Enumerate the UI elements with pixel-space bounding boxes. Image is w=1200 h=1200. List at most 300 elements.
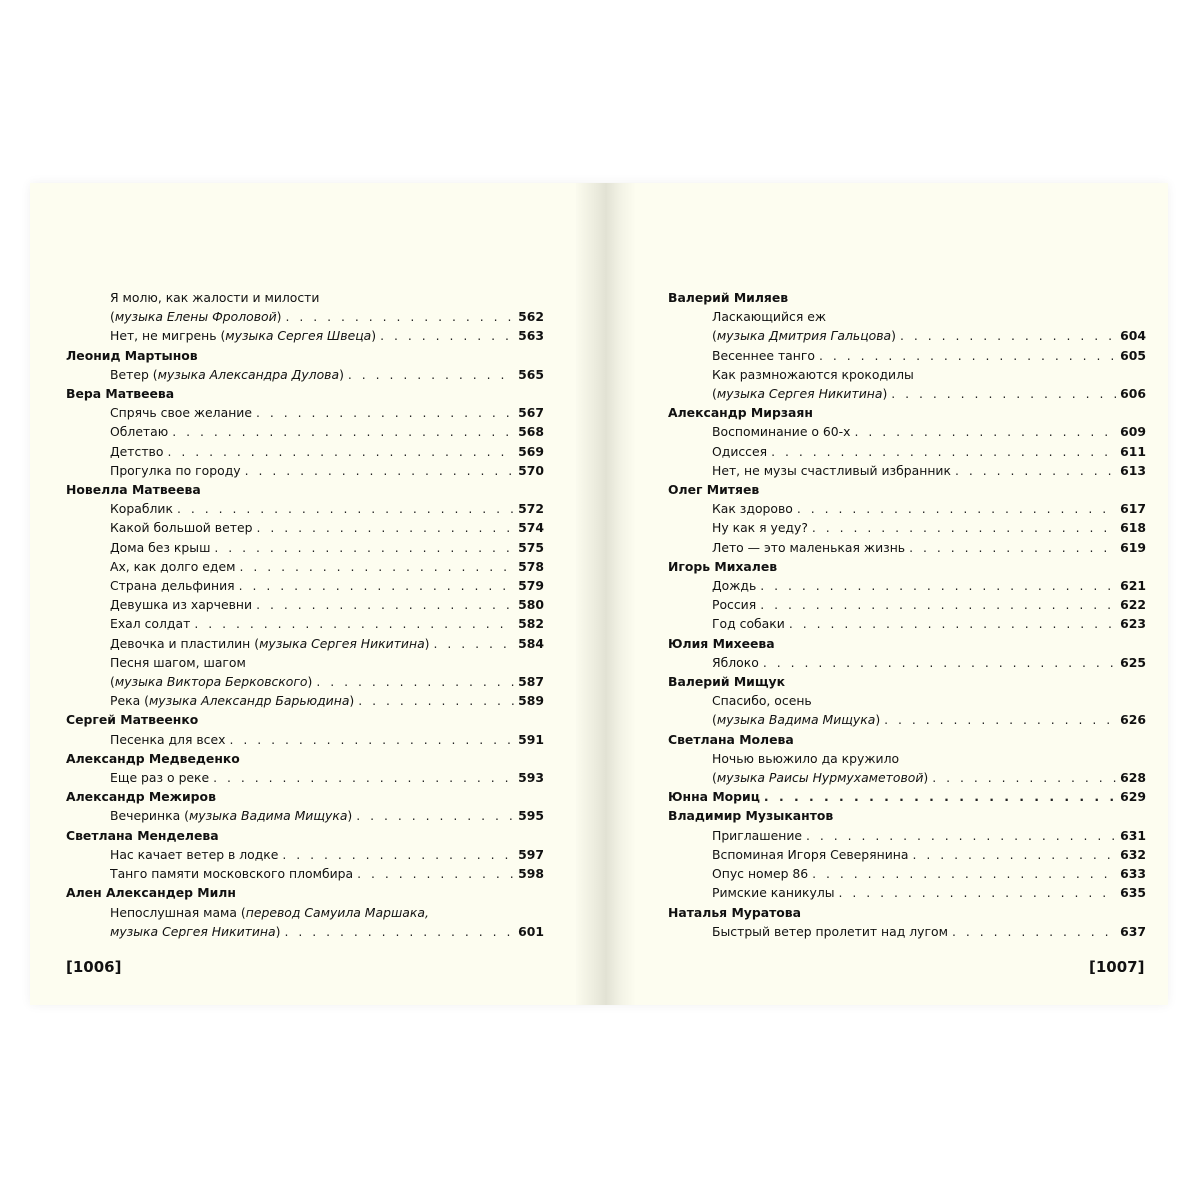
dot-leader — [348, 365, 514, 384]
page-reference: 595 — [518, 808, 544, 824]
entry-title — [110, 634, 430, 653]
toc-entry[interactable] — [668, 922, 1146, 941]
entry-line — [110, 614, 544, 633]
dot-leader — [358, 691, 514, 710]
entry-title-text: Ну как я уеду? — [712, 520, 808, 536]
entry-line — [712, 595, 1146, 614]
entry-paren: ) — [923, 770, 929, 786]
dot-leader — [812, 518, 1116, 537]
entry-music-credit: музыка Александр Барьюдина — [148, 693, 350, 709]
page-reference: 579 — [518, 578, 544, 594]
dot-leader — [434, 634, 514, 653]
entry-title-text: Лето — это маленькая жизнь — [712, 539, 906, 555]
dot-leader — [256, 403, 514, 422]
entry-line — [110, 403, 544, 422]
toc-entry[interactable] — [668, 365, 1146, 403]
page-reference: 584 — [518, 635, 544, 651]
dot-leader — [214, 538, 514, 557]
page-reference: 589 — [518, 693, 544, 709]
toc-entry[interactable] — [66, 653, 544, 691]
toc-entry[interactable] — [668, 653, 1146, 672]
toc-entry[interactable] — [66, 557, 544, 576]
entry-title — [712, 710, 880, 729]
entry-title — [712, 442, 767, 461]
entry-title — [712, 845, 908, 864]
entry-paren: ) — [882, 386, 888, 402]
page-reference: 582 — [518, 616, 544, 632]
page-reference: 611 — [1120, 443, 1146, 459]
entry-line — [110, 672, 544, 691]
entry-paren: ) — [349, 693, 355, 709]
entry-line — [712, 864, 1146, 883]
entry-line — [712, 346, 1146, 365]
entry-line — [712, 710, 1146, 729]
entry-title-text: Одиссея — [712, 443, 768, 459]
author-with-page — [668, 787, 1146, 806]
page-reference: 593 — [518, 770, 544, 786]
entry-line — [712, 307, 1146, 326]
entry-line — [712, 883, 1146, 902]
page-reference: 613 — [1120, 462, 1146, 478]
entry-line — [712, 442, 1146, 461]
entry-line — [110, 653, 544, 672]
entry-title — [712, 883, 835, 902]
page-reference: 580 — [518, 597, 544, 613]
page-reference: 623 — [1120, 616, 1146, 632]
entry-line — [712, 845, 1146, 864]
page-reference: 587 — [518, 674, 544, 690]
entry-line — [712, 422, 1146, 441]
toc-entry[interactable] — [668, 538, 1146, 557]
entry-music-credit: музыка Вадима Мищука — [716, 712, 876, 728]
entry-line — [712, 691, 1146, 710]
dot-leader — [763, 653, 1116, 672]
toc-entry[interactable] — [668, 576, 1146, 595]
author-name: Леонид Мартынов — [66, 347, 198, 363]
toc-entry[interactable] — [668, 749, 1146, 787]
entry-music-credit: музыка Елены Фроловой — [114, 309, 277, 325]
dot-leader — [806, 826, 1116, 845]
dot-leader — [839, 883, 1116, 902]
entry-title-text: ( — [712, 712, 717, 728]
toc-entry[interactable] — [668, 499, 1146, 518]
entry-line — [110, 922, 544, 941]
entry-music-credit: музыка Раисы Нурмухаметовой — [716, 770, 924, 786]
entry-title — [110, 672, 312, 691]
entry-title — [712, 614, 785, 633]
entry-paren: ) — [339, 366, 344, 382]
entry-title — [110, 614, 190, 633]
page-reference: 565 — [518, 366, 544, 382]
entry-line — [712, 538, 1146, 557]
entry-title-text: Год собаки — [712, 616, 785, 632]
entry-title-text: Ночью вьюжило да кружило — [712, 750, 900, 766]
left-page-contents — [66, 288, 544, 941]
entry-title-text: ( — [712, 328, 717, 344]
entry-title-text: Спасибо, осень — [712, 693, 812, 709]
entry-title — [712, 538, 905, 557]
entry-title — [110, 864, 353, 883]
toc-entry[interactable] — [66, 730, 544, 749]
toc-entry[interactable] — [668, 845, 1146, 864]
entry-paren: ) — [891, 328, 896, 344]
toc-entry[interactable] — [668, 422, 1146, 441]
entry-title — [110, 403, 252, 422]
page-reference: 629 — [1120, 789, 1146, 805]
entry-title — [110, 557, 235, 576]
author-name: Светлана Менделева — [66, 827, 219, 843]
page-reference: 569 — [518, 443, 544, 459]
entry-title — [110, 845, 278, 864]
dot-leader — [357, 864, 514, 883]
entry-title-text: Песенка для всех — [110, 731, 226, 747]
entry-title — [110, 461, 241, 480]
entry-title-text: Нет, не музы счастливый избранник — [712, 462, 951, 478]
page-reference: 601 — [518, 923, 544, 939]
entry-title-text: Быстрый ветер пролетит над лугом — [712, 923, 948, 939]
entry-title — [712, 326, 896, 345]
dot-leader — [245, 461, 514, 480]
toc-entry[interactable] — [668, 518, 1146, 537]
entry-title — [110, 499, 173, 518]
page-reference: 605 — [1120, 347, 1146, 363]
entry-title — [712, 826, 802, 845]
page-reference: 574 — [518, 520, 544, 536]
author-name: Валерий Мищук — [668, 674, 786, 690]
page-reference: 578 — [518, 558, 544, 574]
author-name: Александр Межиров — [66, 789, 216, 805]
entry-title-text: Река ( — [110, 693, 149, 709]
entry-paren: ) — [275, 923, 281, 939]
page-number-right: [1007] — [1089, 958, 1145, 976]
entry-title-text: Ласкающийся еж — [712, 309, 826, 325]
page-reference: 622 — [1120, 597, 1146, 613]
author-name: Александр Мирзаян — [668, 405, 813, 421]
page-reference: 637 — [1120, 923, 1146, 939]
dot-leader — [912, 845, 1116, 864]
entry-title — [110, 442, 163, 461]
dot-leader — [256, 518, 514, 537]
toc-entry[interactable] — [66, 768, 544, 787]
entry-line — [712, 768, 1146, 787]
page-reference: 618 — [1120, 520, 1146, 536]
author-name: Светлана Молева — [668, 731, 794, 747]
entry-line — [712, 326, 1146, 345]
entry-title — [110, 691, 354, 710]
dot-leader — [239, 576, 514, 595]
entry-line — [110, 461, 544, 480]
entry-paren: ) — [424, 635, 430, 651]
entry-title-text: Я молю, как жалости и милости — [110, 290, 320, 305]
page-reference: 609 — [1120, 424, 1146, 440]
dot-leader — [239, 557, 514, 576]
entry-title — [110, 326, 376, 345]
page-reference: 570 — [518, 462, 544, 478]
page-reference: 631 — [1120, 827, 1146, 843]
page-reference: 562 — [518, 309, 544, 325]
entry-paren: ) — [347, 808, 353, 824]
entry-line — [110, 903, 544, 922]
entry-title-text: Россия — [712, 597, 757, 613]
entry-line — [110, 499, 544, 518]
dot-leader — [172, 422, 514, 441]
entry-title-text: Воспоминание о 60-х — [712, 424, 851, 440]
author-name: Владимир Музыкантов — [668, 808, 834, 824]
entry-title-text: Ехал солдат — [110, 616, 191, 632]
page-reference: 598 — [518, 866, 544, 882]
entry-line — [110, 576, 544, 595]
author-name: Ален Александер Милн — [66, 885, 236, 901]
page-reference: 606 — [1120, 386, 1146, 402]
entry-paren: ) — [371, 328, 377, 344]
entry-line — [110, 864, 544, 883]
entry-line — [110, 730, 544, 749]
entry-line — [110, 806, 544, 825]
entry-title — [110, 538, 210, 557]
entry-line — [110, 691, 544, 710]
author-name: Юнна Мориц — [668, 789, 760, 805]
entry-line — [110, 557, 544, 576]
entry-line — [110, 365, 544, 384]
entry-title — [110, 307, 282, 326]
entry-title-text: Танго памяти московского пломбира — [110, 866, 354, 882]
entry-title-text: Дома без крыш — [110, 539, 211, 555]
book-gutter — [576, 183, 636, 1005]
entry-title — [110, 422, 168, 441]
entry-title — [110, 576, 235, 595]
entry-line — [712, 461, 1146, 480]
dot-leader — [167, 442, 514, 461]
entry-line — [712, 653, 1146, 672]
entry-title-text: Облетаю — [110, 424, 169, 440]
dot-leader — [900, 326, 1116, 345]
entry-line — [712, 518, 1146, 537]
toc-entry[interactable] — [66, 691, 544, 710]
dot-leader — [955, 461, 1116, 480]
entry-title — [110, 365, 344, 384]
author-name: Игорь Михалев — [668, 558, 778, 574]
toc-entry[interactable] — [668, 691, 1146, 729]
dot-leader — [356, 806, 514, 825]
toc-entry[interactable] — [668, 346, 1146, 365]
entry-title-text: Весеннее танго — [712, 347, 815, 363]
toc-entry[interactable] — [668, 307, 1146, 345]
dot-leader — [909, 538, 1116, 557]
entry-line — [712, 614, 1146, 633]
entry-title-text: ( — [110, 674, 115, 690]
dot-leader — [380, 326, 514, 345]
dot-leader — [812, 864, 1116, 883]
entry-title-text: Какой большой ветер — [110, 520, 253, 536]
toc-entry[interactable] — [66, 288, 544, 326]
dot-leader — [213, 768, 514, 787]
toc-entry[interactable] — [668, 883, 1146, 902]
entry-title-text: Как здорово — [712, 501, 793, 517]
dot-leader — [884, 710, 1116, 729]
toc-entry[interactable] — [668, 864, 1146, 883]
entry-music-credit: музыка Виктора Берковского — [114, 674, 308, 690]
entry-line — [110, 422, 544, 441]
page-reference: 597 — [518, 846, 544, 862]
entry-line — [110, 518, 544, 537]
entry-title-text: Приглашение — [712, 827, 802, 843]
entry-music-credit: музыка Александра Дулова — [157, 366, 340, 382]
dot-leader — [771, 442, 1116, 461]
author-name: Валерий Миляев — [668, 290, 789, 305]
entry-title-text: Нет, не мигрень ( — [110, 328, 226, 344]
entry-title-text: Еще раз о реке — [110, 770, 210, 786]
toc-entry[interactable] — [66, 518, 544, 537]
toc-entry[interactable] — [66, 903, 544, 941]
entry-title-text: Яблоко — [712, 654, 759, 670]
entry-title — [110, 595, 252, 614]
page-reference: 575 — [518, 539, 544, 555]
dot-leader — [854, 422, 1116, 441]
entry-line — [110, 442, 544, 461]
entry-title — [712, 864, 808, 883]
toc-entry[interactable] — [66, 499, 544, 518]
entry-line — [110, 634, 544, 653]
toc-entry[interactable] — [66, 422, 544, 441]
entry-title — [110, 806, 352, 825]
entry-line — [110, 307, 544, 326]
entry-music-credit: музыка Сергея Никитина — [259, 635, 425, 651]
toc-entry[interactable] — [66, 442, 544, 461]
entry-music-credit: музыка Сергея Никитина — [716, 386, 883, 402]
page-reference: 591 — [518, 731, 544, 747]
dot-leader — [177, 499, 514, 518]
entry-title — [712, 499, 793, 518]
dot-leader — [952, 922, 1116, 941]
entry-title-text: Спрячь свое желание — [110, 405, 252, 421]
entry-title — [712, 422, 850, 441]
toc-entry[interactable] — [66, 576, 544, 595]
dot-leader — [891, 384, 1116, 403]
page-reference: 604 — [1120, 328, 1146, 344]
dot-leader — [760, 595, 1116, 614]
entry-line — [110, 768, 544, 787]
page-reference: 563 — [518, 328, 544, 344]
toc-entry[interactable] — [66, 461, 544, 480]
toc-entry[interactable] — [668, 595, 1146, 614]
author-name: Сергей Матвеенко — [66, 712, 199, 728]
entry-line — [712, 576, 1146, 595]
page-reference: 568 — [518, 424, 544, 440]
entry-line — [110, 595, 544, 614]
dot-leader — [819, 346, 1116, 365]
entry-title — [712, 461, 951, 480]
entry-title-text: ( — [110, 309, 115, 325]
dot-leader — [282, 845, 514, 864]
page-reference: 632 — [1120, 846, 1146, 862]
entry-title-text: Девочка и пластилин ( — [110, 635, 260, 651]
dot-leader — [316, 672, 514, 691]
toc-entry[interactable] — [66, 365, 544, 384]
dot-leader — [256, 595, 514, 614]
author-name: Александр Медведенко — [66, 750, 240, 766]
entry-title-text: Вечеринка ( — [110, 808, 189, 824]
entry-line — [712, 749, 1146, 768]
entry-music-credit: музыка Сергея Никитина — [110, 923, 276, 939]
author-name: Наталья Муратова — [668, 904, 801, 920]
entry-title — [110, 768, 209, 787]
entry-title-text: Нас качает ветер в лодке — [110, 846, 279, 862]
toc-entry[interactable] — [66, 595, 544, 614]
entry-title — [712, 384, 887, 403]
entry-title — [110, 922, 280, 941]
toc-entry[interactable] — [66, 326, 544, 345]
entry-title-text: Ветер ( — [110, 366, 158, 382]
entry-title — [110, 730, 225, 749]
entry-line — [712, 922, 1146, 941]
entry-paren: ) — [307, 674, 313, 690]
entry-title-text: Песня шагом, шагом — [110, 654, 246, 670]
right-page-contents — [668, 288, 1146, 941]
entry-music-credit: перевод Самуила Маршака, — [245, 904, 429, 920]
dot-leader — [284, 922, 514, 941]
toc-entry[interactable] — [66, 864, 544, 883]
dot-leader — [229, 730, 514, 749]
toc-entry[interactable] — [66, 403, 544, 422]
author-name: Вера Матвеева — [66, 386, 175, 402]
dot-leader — [194, 614, 514, 633]
entry-title-text: ( — [712, 386, 717, 402]
entry-title — [712, 768, 928, 787]
toc-entry[interactable] — [66, 538, 544, 557]
entry-title — [712, 518, 808, 537]
entry-title-text: Девушка из харчевни — [110, 597, 253, 613]
page-reference: 628 — [1120, 770, 1146, 786]
entry-music-credit: музыка Дмитрия Гальцова — [716, 328, 892, 344]
toc-entry[interactable] — [668, 826, 1146, 845]
entry-title-text: Вспоминая Игоря Северянина — [712, 846, 909, 862]
toc-entry[interactable] — [66, 614, 544, 633]
page-reference: 572 — [518, 501, 544, 517]
page-reference: 567 — [518, 405, 544, 421]
entry-title-text: Ах, как долго едем — [110, 558, 236, 574]
entry-title — [712, 346, 815, 365]
toc-entry[interactable] — [668, 461, 1146, 480]
entry-line — [110, 288, 544, 307]
toc-entry[interactable] — [668, 442, 1146, 461]
dot-leader — [797, 499, 1116, 518]
entry-title-text: Опус номер 86 — [712, 866, 809, 882]
entry-paren: ) — [276, 309, 282, 325]
entry-title-text: Страна дельфиния — [110, 578, 235, 594]
author-name: Новелла Матвеева — [66, 482, 201, 498]
page-reference: 619 — [1120, 539, 1146, 555]
toc-entry[interactable] — [66, 806, 544, 825]
author-name: Юлия Михеева — [668, 635, 775, 651]
entry-line — [712, 384, 1146, 403]
dot-leader — [286, 307, 515, 326]
page-reference: 626 — [1120, 712, 1146, 728]
entry-title-text: Кораблик — [110, 501, 173, 517]
entry-line — [110, 538, 544, 557]
dot-leader — [789, 614, 1116, 633]
dot-leader — [764, 787, 1116, 806]
page-reference: 633 — [1120, 866, 1146, 882]
entry-music-credit: музыка Вадима Мищука — [188, 808, 348, 824]
toc-entry[interactable] — [66, 845, 544, 864]
entry-title-text: Прогулка по городу — [110, 462, 241, 478]
entry-music-credit: музыка Сергея Швеца — [225, 328, 372, 344]
entry-title-text: Дождь — [712, 578, 757, 594]
toc-entry[interactable] — [668, 614, 1146, 633]
entry-line — [712, 826, 1146, 845]
toc-entry[interactable] — [66, 634, 544, 653]
entry-title — [712, 922, 948, 941]
